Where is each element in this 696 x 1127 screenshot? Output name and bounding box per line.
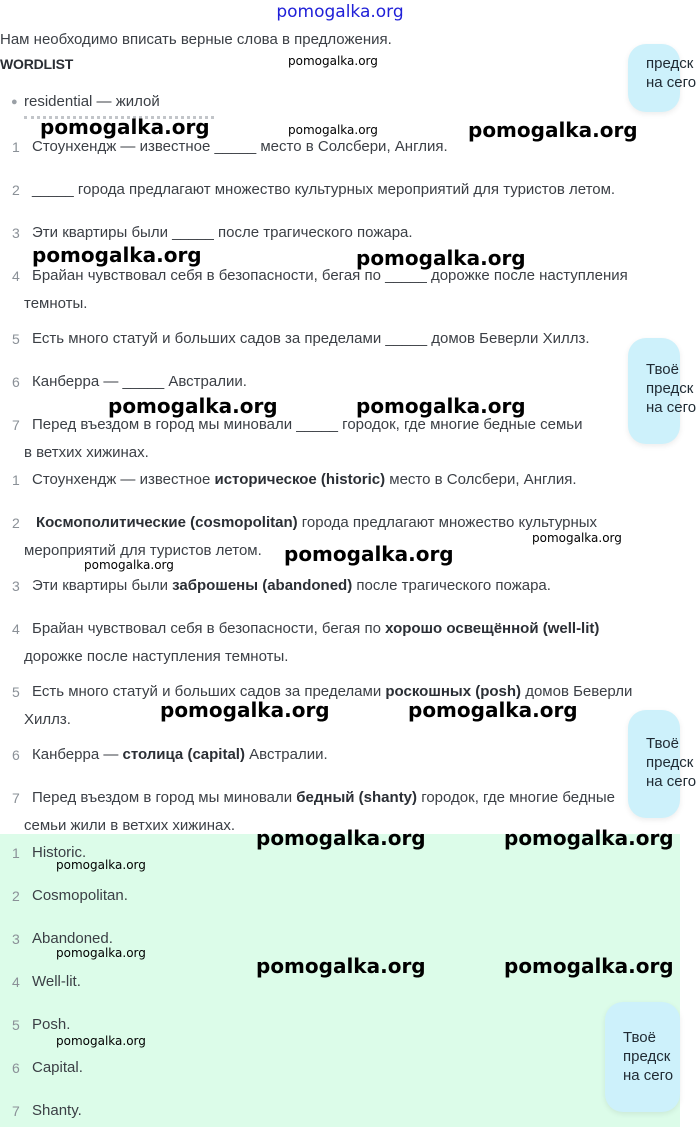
promo-bubble-text: на сего [646,773,696,790]
watermark: pomogalka.org [284,542,454,566]
promo-bubble-text: Твоё [623,1029,656,1046]
watermark: pomogalka.org [468,118,638,142]
answer-word: Posh. [32,1016,71,1033]
item-number: 3 [12,578,20,594]
task-item [0,262,680,318]
site-watermark-top: pomogalka.org [276,2,404,22]
solution-item [0,572,680,600]
item-number: 6 [12,747,20,763]
wordlist-item-text: residential — жилой [24,93,160,110]
promo-bubble[interactable] [628,44,696,112]
watermark: pomogalka.org [84,558,174,572]
solution-text: после трагического пожара. [352,577,551,594]
solution-item [0,466,680,494]
watermark: pomogalka.org [288,54,378,68]
solution-item [0,678,680,734]
task-text: Перед въездом в город мы миновали _____ городок, где многие бедные семьи [32,416,583,433]
promo-bubble-text: Твоё [646,361,679,378]
wordlist-item [12,93,160,110]
wordlist-heading: WORDLIST [0,56,74,72]
item-number: 4 [12,974,20,990]
intro-text: Нам необходимо вписать верные слова в предложения. [0,31,392,48]
solution-text-continued: семьи жили в ветхих хижинах. [24,817,236,834]
promo-bubble[interactable] [628,710,696,818]
watermark: pomogalka.org [504,954,674,978]
promo-bubble[interactable] [628,338,696,444]
task-text: Канберра — _____ Австралии. [32,373,247,390]
item-number: 3 [12,931,20,947]
promo-bubble-text: на сего [646,74,696,91]
watermark: pomogalka.org [56,1034,146,1048]
task-text: Стоунхендж — известное _____ место в Солсбери, Англия. [32,138,448,155]
solution-text: Брайан чувствовал себя в безопасности, бегая по [32,620,386,637]
item-number: 5 [12,1017,20,1033]
watermark: pomogalka.org [288,123,378,137]
task-text-continued: в ветхих хижинах. [24,444,149,461]
task-item [0,325,680,353]
watermark: pomogalka.org [256,954,426,978]
solution-text: домов Беверли [521,683,633,700]
solution-text: города предлагают множество культурных [297,514,598,531]
solution-text: Австралии. [244,746,328,763]
item-number: 5 [12,331,20,347]
solution-text: городок, где многие бедные [417,789,615,806]
item-number: 4 [12,268,20,284]
solution-text: Перед въездом в город мы миновали [32,789,297,806]
watermark: pomogalka.org [56,946,146,960]
item-number: 7 [12,790,20,806]
item-number: 6 [12,374,20,390]
item-number: 3 [12,225,20,241]
answer-item [0,882,680,910]
answer-word: Well-lit. [32,973,81,990]
solution-text: Есть много статуй и больших садов за пределами [32,683,386,700]
answer-highlight: бедный (shanty) [296,789,418,806]
task-text: Есть много статуй и больших садов за пределами _____ домов Беверли Хиллз. [32,330,590,347]
item-number: 4 [12,621,20,637]
solution-text-continued: Хиллз. [24,711,71,728]
promo-bubble-text: предск [646,380,694,397]
solution-text-continued: мероприятий для туристов летом. [24,542,262,559]
promo-bubble-text: Твоё [646,735,679,752]
item-number: 6 [12,1060,20,1076]
item-number: 2 [12,515,20,531]
item-number: 7 [12,417,20,433]
answer-item [0,1054,680,1082]
solution-item [0,741,680,769]
item-number: 1 [12,139,20,155]
bullet-dot-icon: ● [11,96,18,108]
answer-item [0,1097,680,1125]
answer-highlight: заброшены (abandoned) [172,577,353,594]
answer-highlight: историческое (historic) [214,471,386,488]
answer-word: Shanty. [32,1102,82,1119]
promo-bubble-text: предск [623,1048,671,1065]
answer-highlight: Космополитические (cosmopolitan) [36,514,298,531]
promo-bubble-text: предск [646,754,694,771]
watermark: pomogalka.org [160,698,330,722]
watermark: pomogalka.org [108,394,278,418]
item-number: 2 [12,888,20,904]
promo-bubble-text: на сего [646,399,696,416]
task-item [0,411,680,467]
item-number: 1 [12,472,20,488]
answer-highlight: столица (capital) [122,746,245,763]
promo-bubble-text: на сего [623,1067,674,1084]
solution-text: Канберра — [32,746,123,763]
task-text: Брайан чувствовал себя в безопасности, бегая по _____ дорожке после наступления [32,267,628,284]
watermark: pomogalka.org [408,698,578,722]
answer-word: Abandoned. [32,930,113,947]
task-item [0,176,680,204]
solution-text: Стоунхендж — известное [32,471,215,488]
watermark: pomogalka.org [532,531,622,545]
item-number: 1 [12,845,20,861]
watermark: pomogalka.org [504,826,674,850]
promo-bubble-text: предск [646,55,694,72]
item-number: 5 [12,684,20,700]
item-number: 2 [12,182,20,198]
watermark: pomogalka.org [356,394,526,418]
answer-highlight: хорошо освещённой (well-lit) [385,620,600,637]
answer-word: Historic. [32,844,87,861]
item-number: 7 [12,1103,20,1119]
promo-bubble[interactable] [605,1002,680,1112]
task-text: _____ города предлагают множество культурных мероприятий для туристов летом. [32,181,616,198]
task-item [0,368,694,397]
task-text: Эти квартиры были _____ после трагического пожара. [32,224,413,241]
answer-highlight: роскошных (posh) [385,683,522,700]
solution-item [0,615,680,671]
answer-word: Capital. [32,1059,83,1076]
watermark: pomogalka.org [40,115,210,139]
solution-text-continued: дорожке после наступления темноты. [24,648,289,665]
watermark: pomogalka.org [356,246,526,270]
watermark: pomogalka.org [256,826,426,850]
answer-word: Cosmopolitan. [32,887,128,904]
solution-text: Эти квартиры были [32,577,173,594]
watermark: pomogalka.org [32,243,202,267]
watermark: pomogalka.org [56,858,146,872]
solution-text: место в Солсбери, Англия. [385,471,577,488]
task-text-continued: темноты. [24,295,88,312]
